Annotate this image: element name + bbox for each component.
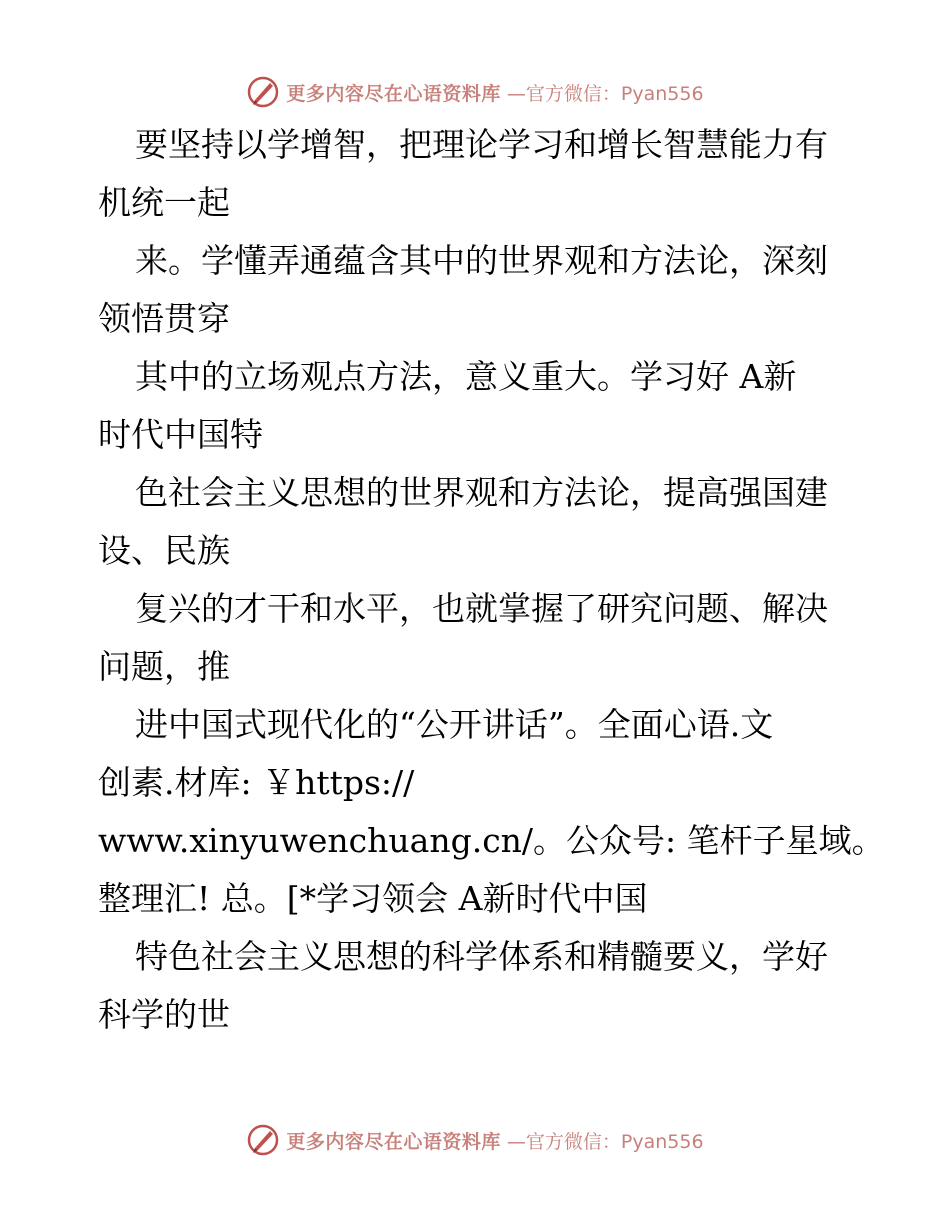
text-line: 整理汇! 总。[*学习领会 A新时代中国: [98, 879, 648, 918]
paragraph: [98, 232, 868, 348]
text-line: 科学的世: [98, 995, 230, 1034]
text-line: 机统一起: [98, 183, 230, 222]
watermark-contact-text: —官方微信：Pyan556: [506, 82, 704, 105]
paragraph: [98, 116, 868, 232]
paragraph: [98, 696, 885, 928]
text-line: 进中国式现代化的“公开讲话”。全面心语.文: [135, 705, 774, 744]
text-line: 特色社会主义思想的科学体系和精髓要义，学好: [135, 937, 828, 976]
text-line: 复兴的才干和水平，也就掌握了研究问题、解决: [135, 589, 828, 628]
text-line: 领悟贯穿: [98, 299, 230, 338]
pen-feather-logo-icon: [246, 75, 280, 109]
text-line: 问题，推: [98, 647, 230, 686]
paragraph: [98, 464, 868, 580]
watermark-brand-text: 更多内容尽在心语资料库: [286, 1130, 501, 1153]
footer-watermark: [0, 1120, 950, 1160]
paragraph: [98, 580, 868, 696]
watermark-contact-text: —官方微信：Pyan556: [506, 1130, 704, 1153]
text-line: 时代中国特: [98, 415, 263, 454]
pen-feather-logo-icon: [246, 1123, 280, 1157]
document-body: [98, 116, 885, 1044]
text-line: 色社会主义思想的世界观和方法论，提高强国建: [135, 473, 828, 512]
text-line: 其中的立场观点方法，意义重大。学习好 A新: [135, 357, 797, 396]
text-line: 来。学懂弄通蕴含其中的世界观和方法论，深刻: [135, 241, 828, 280]
text-line: 要坚持以学增智，把理论学习和增长智慧能力有: [135, 125, 828, 164]
text-line: www.xinyuwenchuang.cn/。公众号: 笔杆子星域。: [98, 821, 885, 860]
text-line: 创素.材库: ￥https://: [98, 763, 415, 802]
text-line: 设、民族: [98, 531, 230, 570]
header-watermark: [0, 72, 950, 112]
paragraph: [98, 928, 868, 1044]
paragraph: [98, 348, 868, 464]
watermark-brand-text: 更多内容尽在心语资料库: [286, 82, 501, 105]
